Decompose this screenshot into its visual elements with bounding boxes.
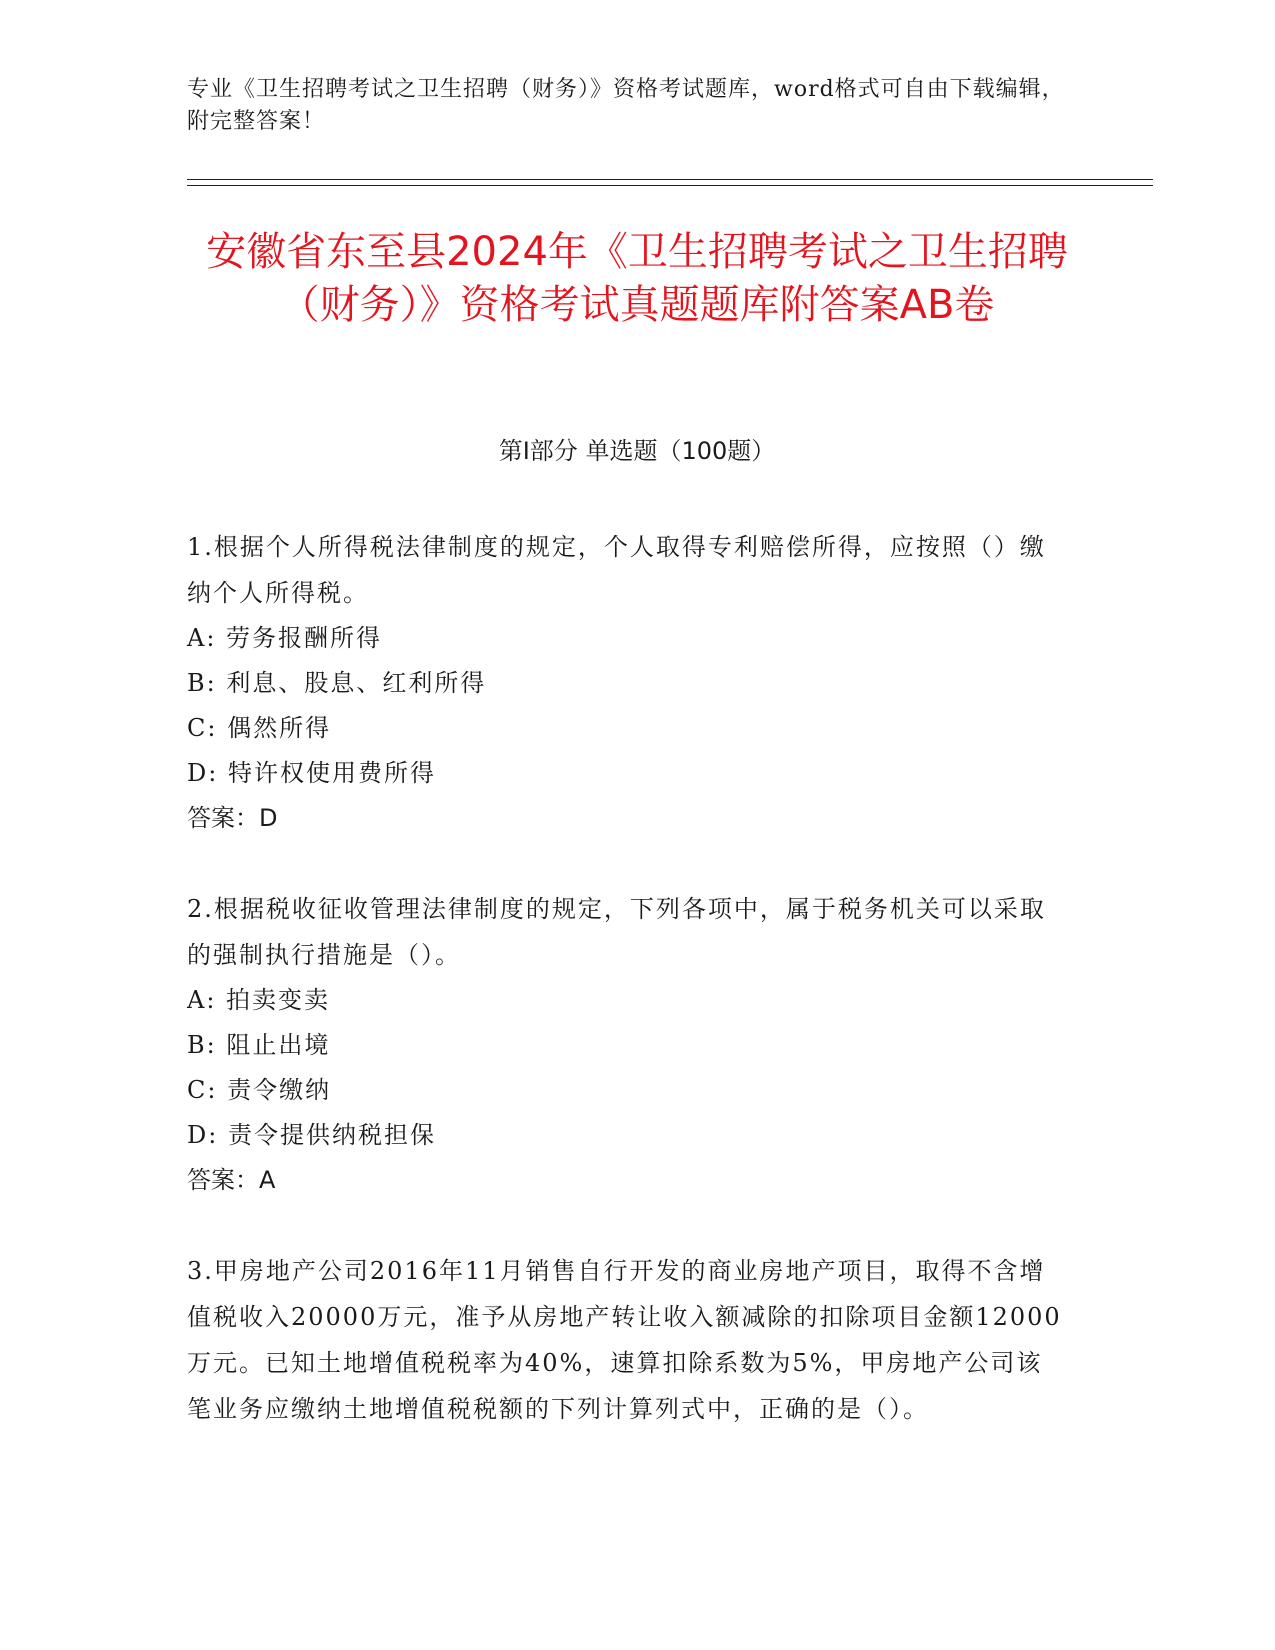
answer: 答案：A: [187, 1166, 276, 1194]
option-c: C: 责令缴纳: [187, 1076, 332, 1104]
option-a: A: 劳务报酬所得: [187, 624, 383, 652]
option-b: B: 阻止出境: [187, 1031, 331, 1059]
section-title: 第I部分 单选题（100题）: [498, 437, 776, 465]
question-3: [187, 1248, 1067, 1432]
question-stem: 1.根据个人所得税法律制度的规定，个人取得专利赔偿所得，应按照（）缴纳个人所得税。: [187, 533, 1046, 607]
question-stem: 3.甲房地产公司2016年11月销售自行开发的商业房地产项目，取得不含增值税收入20000万元，准予从房地产转让收入额减除的扣除项目金额12000万元。已知土地增值税税率为40%，速算扣除系数为5%，甲房地产公司该笔业务应缴纳土地增值税税额的下列计算列式中，正确的是（）。: [187, 1257, 1062, 1423]
question-2: [187, 886, 1067, 1203]
option-d: D: 责令提供纳税担保: [187, 1121, 436, 1149]
question-1: [187, 524, 1067, 841]
document-title: 安徽省东至县2024年《卫生招聘考试之卫生招聘（财务）》资格考试真题题库附答案AB卷: [206, 229, 1068, 328]
option-a: A: 拍卖变卖: [187, 986, 331, 1014]
header-divider-top: [187, 179, 1153, 180]
option-b: B: 利息、股息、红利所得: [187, 669, 487, 697]
answer: 答案：D: [187, 804, 278, 832]
header-note: 专业《卫生招聘考试之卫生招聘（财务）》资格考试题库，word格式可自由下载编辑，附完整答案！: [187, 77, 1065, 134]
header-divider-bottom: [187, 185, 1153, 186]
question-stem: 2.根据税收征收管理法律制度的规定，下列各项中，属于税务机关可以采取的强制执行措施是（）。: [187, 895, 1046, 969]
option-c: C: 偶然所得: [187, 714, 332, 742]
option-d: D: 特许权使用费所得: [187, 759, 436, 787]
